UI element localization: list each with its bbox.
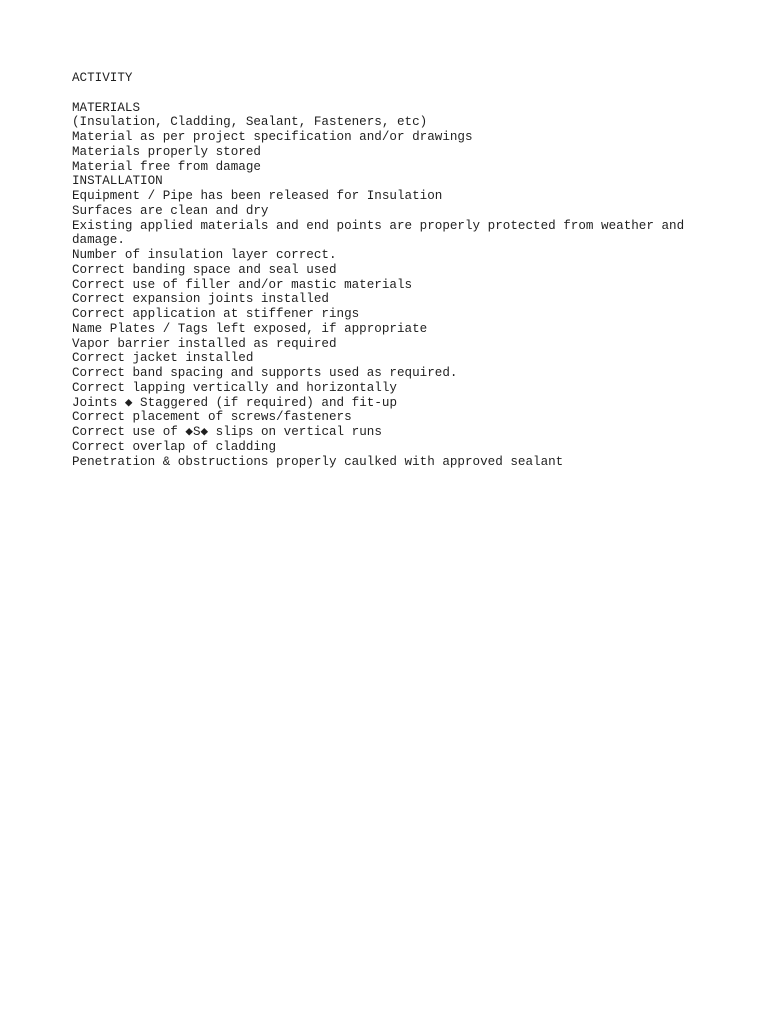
activity-heading: ACTIVITY bbox=[72, 71, 133, 85]
document-body bbox=[72, 71, 692, 469]
installation-item: Correct overlap of cladding bbox=[72, 439, 277, 454]
materials-item: Material as per project specification and/or drawings bbox=[72, 130, 473, 144]
installation-item: Existing applied materials and end points are properly protected from weather and damage. bbox=[72, 218, 692, 248]
installation-item: Number of insulation layer correct. bbox=[72, 248, 337, 262]
installation-item: Joints ◆ Staggered (if required) and fit-up bbox=[72, 395, 397, 410]
installation-item: Correct jacket installed bbox=[72, 351, 254, 366]
installation-item: Correct band spacing and supports used as required. bbox=[72, 366, 458, 380]
installation-item: Vapor barrier installed as required bbox=[72, 336, 337, 351]
installation-item: Correct application at stiffener rings bbox=[72, 307, 360, 321]
materials-heading: MATERIALS bbox=[72, 100, 141, 115]
materials-item: Material free from damage bbox=[72, 159, 261, 174]
installation-item: Penetration & obstructions properly caulked with approved sealant bbox=[72, 454, 564, 469]
installation-item: Correct use of ◆S◆ slips on vertical runs bbox=[72, 425, 382, 439]
installation-heading: INSTALLATION bbox=[72, 174, 163, 189]
installation-item: Surfaces are clean and dry bbox=[72, 203, 269, 218]
installation-item: Correct lapping vertically and horizontally bbox=[72, 380, 397, 395]
spacer bbox=[72, 86, 692, 101]
materials-item: (Insulation, Cladding, Sealant, Fasteners, etc) bbox=[72, 115, 428, 130]
installation-item: Equipment / Pipe has been released for Insulation bbox=[72, 189, 443, 203]
installation-item: Correct expansion joints installed bbox=[72, 292, 329, 307]
installation-item: Name Plates / Tags left exposed, if appropriate bbox=[72, 321, 428, 336]
installation-item: Correct placement of screws/fasteners bbox=[72, 410, 352, 425]
materials-item: Materials properly stored bbox=[72, 144, 261, 159]
installation-item: Correct banding space and seal used bbox=[72, 262, 337, 277]
installation-item: Correct use of filler and/or mastic materials bbox=[72, 277, 413, 292]
